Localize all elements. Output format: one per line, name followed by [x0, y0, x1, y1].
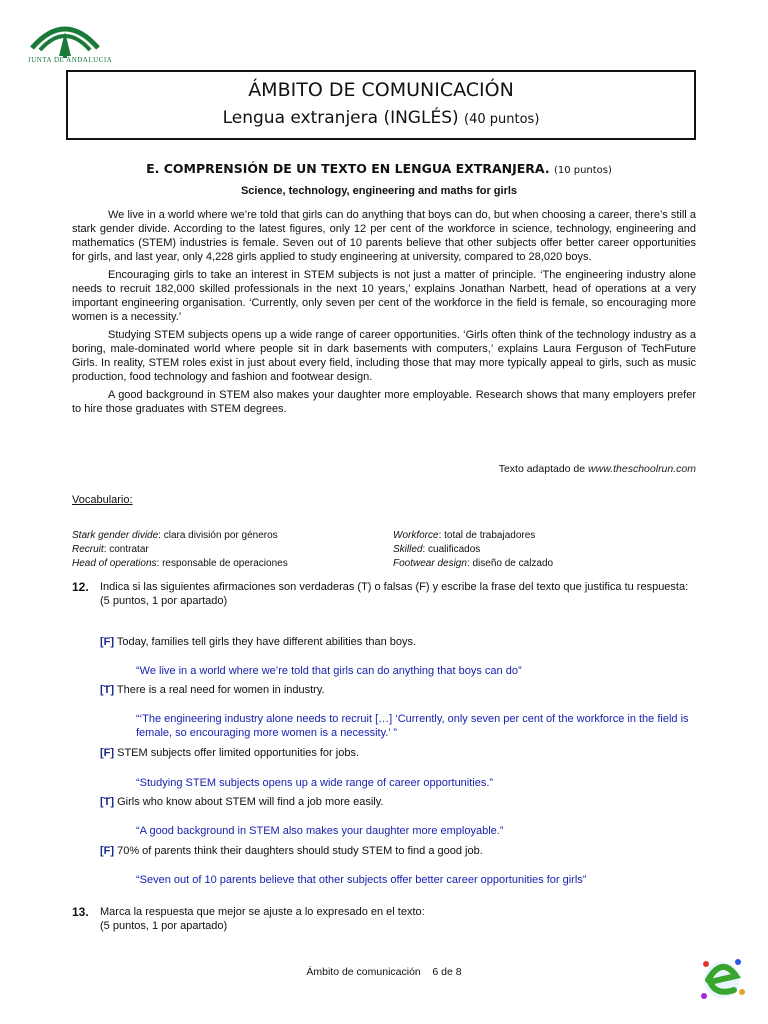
vocab-entry — [393, 557, 553, 571]
tf-mark: [T] — [100, 684, 115, 696]
vocab-def: : responsable de operaciones — [156, 558, 288, 569]
paragraph-3: Studying STEM subjects opens up a wide range of career opportunities. ‘Girls often think of the technology industry as a boring, male-dominated world where people sit in dark basements with computers,’ explains Laura Ferguson of TechFuture Girls. In reality, STEM roles exist in just about every field, including those that may more typically appeal to girls, such as music production, food technology and fashion and footwear design. — [72, 329, 696, 383]
paragraph-4: A good background in STEM also makes your daughter more employable. Research shows that many employers prefer to hire those graduates with STEM degrees. — [72, 389, 696, 415]
vocab-list — [72, 529, 692, 571]
tf-item-3 — [100, 747, 696, 759]
reading-text — [72, 208, 696, 420]
tf-statement: STEM subjects offer limited opportunities for jobs. — [114, 747, 360, 759]
vocab-term: Footwear design — [393, 558, 467, 569]
vocab-entry — [393, 529, 535, 543]
education-logo-icon — [696, 952, 748, 1004]
page-subtitle — [68, 108, 694, 128]
vocab-term: Stark gender divide — [72, 530, 159, 541]
tf-answer-3: “Studying STEM subjects opens up a wide range of career opportunities.” — [136, 777, 494, 789]
tf-item-4 — [100, 796, 696, 808]
tf-mark: [F] — [100, 636, 115, 648]
header-box — [66, 70, 696, 140]
reading-title: Science, technology, engineering and maths for girls — [240, 185, 518, 197]
page-footer: Ámbito de comunicación 6 de 8 — [306, 966, 462, 978]
vocab-entry — [72, 557, 393, 571]
tf-statement: There is a real need for women in industry. — [114, 684, 325, 696]
section-title-text: E. COMPRENSIÓN DE UN TEXTO EN LENGUA EXTRANJERA. — [146, 161, 550, 176]
vocab-def: : cualificados — [422, 544, 481, 555]
paragraph-2: Encouraging girls to take an interest in STEM subjects is not just a matter of principle. ‘The engineering industry alone needs to recruit 182,000 skilled professionals in the next 10 years,’ explains Jonathan Narbett, head of operations at a very important engineering organisation. ‘Currently, only seven per cent of the workforce in the field is female, so encouraging more women is a necessity.’ — [72, 269, 696, 323]
question-number: 13. — [72, 905, 89, 919]
tf-item-2 — [100, 684, 696, 696]
tf-statement: Girls who know about STEM will find a job more easily. — [114, 796, 384, 808]
question-points: (5 puntos, 1 por apartado) — [100, 920, 228, 932]
subtitle-points: (40 puntos) — [464, 112, 540, 127]
vocab-def: : clara división por géneros — [158, 530, 278, 541]
logo-text: JUNTA DE ANDALUCIA — [28, 56, 113, 64]
tf-answer-4: “A good background in STEM also makes your daughter more employable.” — [136, 825, 504, 837]
section-title — [66, 161, 692, 176]
vocab-entry — [393, 543, 480, 557]
tf-answer-5: “Seven out of 10 parents believe that other subjects offer better career opportunities for girls” — [136, 874, 587, 886]
tf-item-5 — [100, 845, 696, 857]
question-13 — [72, 905, 696, 933]
tf-mark: [F] — [100, 845, 115, 857]
tf-mark: [T] — [100, 796, 115, 808]
tf-answer-2: “‘The engineering industry alone needs to recruit […] ‘Currently, only seven per cent of the workforce in the field is female, so encouraging more women is a necessity.’ ” — [136, 713, 689, 739]
source-citation — [499, 463, 696, 475]
question-points: (5 puntos, 1 por apartado) — [100, 595, 228, 607]
tf-mark: [F] — [100, 747, 115, 759]
vocab-title: Vocabulario: — [72, 494, 133, 506]
paragraph-1: We live in a world where we’re told that girls can do anything that boys can do, but when choosing a career, there’s still a stark gender divide. According to the latest figures, only 12 per cent of the workforce in science, technology, engineering and mathematics (STEM) industries is female. Seven out of 10 parents believe that other subjects offer better career opportunities for girls, and last year, only 4,228 girls applied to study engineering at university, compared to 28,020 boys. — [72, 209, 696, 263]
tf-answer-1: “We live in a world where we’re told that girls can do anything that boys can do” — [136, 665, 522, 677]
vocab-term: Skilled — [393, 544, 423, 555]
vocab-term: Recruit — [72, 544, 104, 555]
section-points: (10 puntos) — [553, 165, 612, 176]
subtitle-main: Lengua extranjera (INGLÉS) — [222, 108, 459, 128]
vocab-entry — [72, 529, 393, 543]
question-text: Indica si las siguientes afirmaciones son verdaderas (T) o falsas (F) y escribe la frase del texto que justifica tu respuesta: — [100, 581, 689, 593]
vocab-term: Workforce — [393, 530, 439, 541]
vocab-def: : diseño de calzado — [466, 558, 554, 569]
vocab-def: : contratar — [103, 544, 149, 555]
source-site: www.theschoolrun.com — [588, 463, 696, 475]
question-12 — [72, 580, 696, 608]
vocab-def: : total de trabajadores — [438, 530, 536, 541]
question-text: Marca la respuesta que mejor se ajuste a lo expresado en el texto: — [100, 906, 425, 918]
vocab-entry — [72, 543, 393, 557]
vocab-row — [72, 543, 692, 557]
tf-statement: 70% of parents think their daughters should study STEM to find a good job. — [114, 845, 483, 857]
vocab-term: Head of operations — [72, 558, 157, 569]
page-title: ÁMBITO DE COMUNICACIÓN — [248, 79, 514, 101]
source-prefix: Texto adaptado de — [498, 463, 589, 475]
vocab-row — [72, 557, 692, 571]
tf-statement: Today, families tell girls they have different abilities than boys. — [114, 636, 417, 648]
tf-item-1 — [100, 636, 696, 648]
question-number: 12. — [72, 580, 89, 594]
vocab-row — [72, 529, 692, 543]
